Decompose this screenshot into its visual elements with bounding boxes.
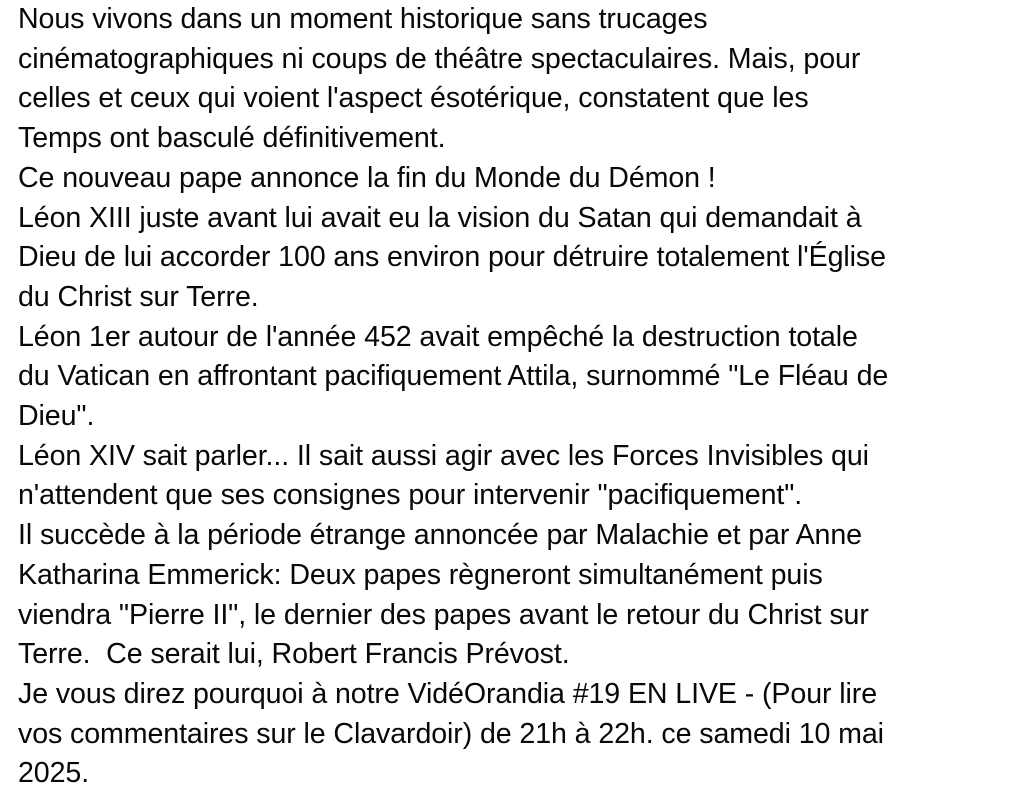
text-line: Je vous direz pourquoi à notre VidéOrandia #19 EN LIVE - (Pour lire [18, 677, 878, 710]
post-text [18, 0, 1023, 794]
text-line: du Christ sur Terre. [18, 280, 259, 313]
text-line: Terre. Ce serait lui, Robert Francis Prévost. [18, 638, 570, 671]
text-line: 2025. [18, 757, 90, 790]
text-line: Katharina Emmerick: Deux papes règneront simultanément puis [18, 558, 823, 591]
paragraph-live-announcement [18, 675, 1023, 794]
paragraph-leon-xiv [18, 437, 1023, 516]
paragraph-leon-1er [18, 318, 1023, 437]
text-line: n'attendent que ses consignes pour intervenir "pacifiquement". [18, 479, 803, 512]
text-line: Temps ont basculé définitivement. [18, 122, 446, 155]
text-line: Dieu". [18, 400, 95, 433]
text-line: viendra "Pierre II", le dernier des papes avant le retour du Christ sur [18, 598, 869, 631]
paragraph-prophecy [18, 516, 1023, 675]
text-line: Dieu de lui accorder 100 ans environ pour détruire totalement l'Église [18, 241, 886, 274]
paragraph-intro [18, 0, 1023, 159]
text-line: celles et ceux qui voient l'aspect ésotérique, constatent que les [18, 82, 809, 115]
text-line: du Vatican en affrontant pacifiquement Attila, surnommé "Le Fléau de [18, 360, 889, 393]
paragraph-leon-xiii [18, 199, 1023, 318]
text-line: Léon XIII juste avant lui avait eu la vision du Satan qui demandait à [18, 201, 862, 234]
text-line: cinématographiques ni coups de théâtre spectaculaires. Mais, pour [18, 42, 861, 75]
paragraph-new-pope [18, 159, 1023, 199]
text-line: Nous vivons dans un moment historique sans trucages [18, 3, 708, 35]
text-line: Léon 1er autour de l'année 452 avait empêché la destruction totale [18, 320, 858, 353]
text-line: vos commentaires sur le Clavardoir) de 21h à 22h. ce samedi 10 mai [18, 717, 884, 750]
text-line: Il succède à la période étrange annoncée par Malachie et par Anne [18, 519, 862, 552]
text-line: Ce nouveau pape annonce la fin du Monde du Démon ! [18, 161, 716, 194]
text-line: Léon XIV sait parler... Il sait aussi agir avec les Forces Invisibles qui [18, 439, 869, 472]
